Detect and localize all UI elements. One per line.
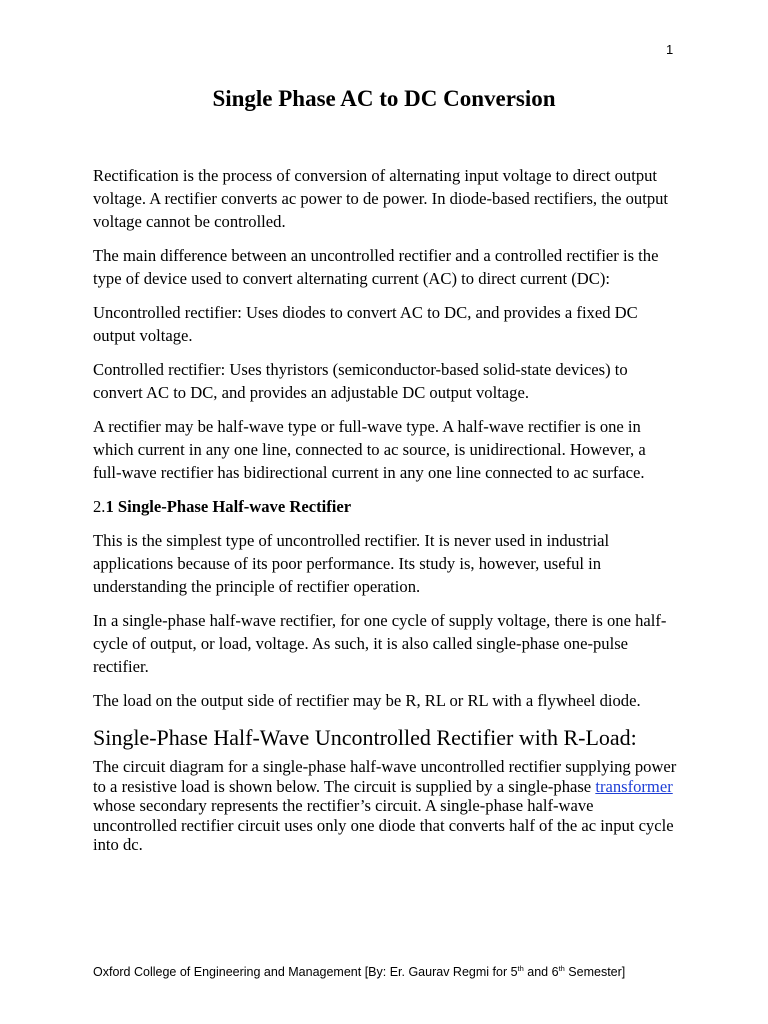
transformer-link[interactable]: transformer (595, 776, 673, 796)
footer-text-mid: and 6 (523, 965, 559, 980)
paragraph-circuit-description (93, 757, 677, 855)
document-title: Single Phase AC to DC Conversion (212, 86, 556, 111)
page-footer (93, 964, 693, 979)
paragraph-uncontrolled-rectifier: Uncontrolled rectifier: Uses diodes to convert AC to DC, and provides a fixed DC output voltage. (93, 303, 638, 345)
section-heading (93, 495, 677, 518)
paragraph-simplest-rectifier: This is the simplest type of uncontrolled rectifier. It is never used in industrial applications because of its poor performance. Its study is, however, useful in understanding the principle of rectifier operation. (93, 531, 610, 596)
section-title: 1 Single-Phase Half-wave Rectifier (105, 497, 352, 516)
footer-superscript-th-1: th (517, 964, 524, 973)
paragraph-controlled-rectifier: Controlled rectifier: Uses thyristors (semiconductor-based solid-state devices) to convert AC to DC, and provides an adjustable DC output voltage. (93, 360, 628, 402)
paragraph-load-types: The load on the output side of rectifier may be R, RL or RL with a flywheel diode. (93, 691, 641, 710)
paragraph-half-full-wave: A rectifier may be half-wave type or full-wave type. A half-wave rectifier is one in which current in any one line, connected to ac source, is unidirectional. However, a full-wave rectifier has bidirectional current in any one line connected to ac surface. (93, 417, 646, 482)
paragraph-rectifier-difference: The main difference between an uncontrolled rectifier and a controlled rectifier is the type of device used to convert alternating current (AC) to direct current (DC): (93, 246, 659, 288)
circuit-text-after-link: whose secondary represents the rectifier’s circuit. A single-phase half-wave uncontrolled rectifier circuit uses only one diode that converts half of the ac input cycle into dc. (93, 796, 674, 855)
document-body (93, 164, 677, 855)
page-number: 1 (666, 42, 674, 57)
circuit-text-before-link: The circuit diagram for a single-phase half-wave uncontrolled rectifier supplying power to a resistive load is shown below. The circuit is supplied by a single-phase (93, 757, 677, 796)
subheading-r-load: Single-Phase Half-Wave Uncontrolled Rectifier with R-Load: (93, 725, 637, 750)
footer-text-end: Semester] (564, 965, 626, 980)
paragraph-one-pulse-rectifier: In a single-phase half-wave rectifier, for one cycle of supply voltage, there is one half-cycle of output, or load, voltage. As such, it is also called single-phase one-pulse rectifier. (93, 611, 667, 676)
paragraph-rectification-definition: Rectification is the process of conversion of alternating input voltage to direct output voltage. A rectifier converts ac power to de power. In diode-based rectifiers, the output voltage cannot be controlled. (93, 166, 669, 231)
footer-text-start: Oxford College of Engineering and Management [By: Er. Gaurav Regmi for 5 (93, 965, 518, 980)
footer-superscript-th-2: th (558, 964, 565, 973)
section-number-prefix: 2. (93, 497, 106, 516)
